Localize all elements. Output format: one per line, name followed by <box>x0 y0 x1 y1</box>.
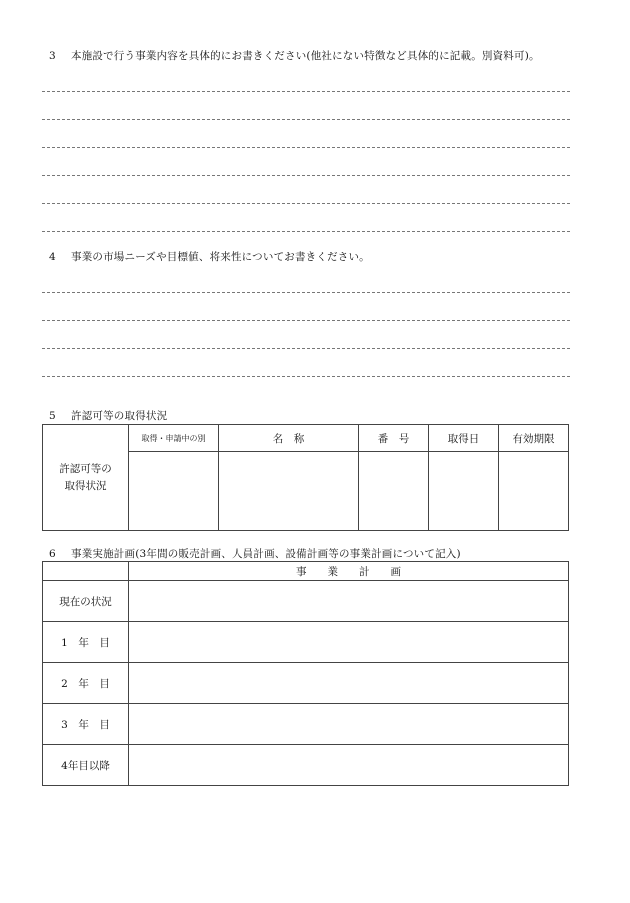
section-3-heading <box>49 48 540 63</box>
section-3-answer-line[interactable] <box>42 91 570 92</box>
permits-name-cell[interactable] <box>219 452 359 531</box>
business-plan-row-label: 3 年 目 <box>43 704 129 745</box>
business-plan-row-label: 現在の状況 <box>43 581 129 622</box>
section-3-number: 3 <box>49 50 56 62</box>
business-plan-row-label: 2 年 目 <box>43 663 129 704</box>
permits-expiry-cell[interactable] <box>499 452 569 531</box>
permits-header-name: 名 称 <box>219 425 359 452</box>
section-5-heading <box>49 408 167 423</box>
business-plan-row-label: 1 年 目 <box>43 622 129 663</box>
permits-header-number: 番 号 <box>359 425 429 452</box>
business-plan-header: 事 業 計 画 <box>129 562 569 581</box>
section-5-number: 5 <box>49 410 56 422</box>
business-plan-entry-year-4-plus[interactable] <box>129 745 569 786</box>
business-plan-entry-year-1[interactable] <box>129 622 569 663</box>
business-plan-entry-year-2[interactable] <box>129 663 569 704</box>
section-6-text: 事業実施計画(3年間の販売計画、人員計画、設備計画等の事業計画について記入) <box>71 548 461 560</box>
section-3-answer-line[interactable] <box>42 203 570 204</box>
section-3-answer-line[interactable] <box>42 175 570 176</box>
permits-header-expiry: 有効期限 <box>499 425 569 452</box>
section-3-answer-line[interactable] <box>42 119 570 120</box>
section-4-answer-line[interactable] <box>42 348 570 349</box>
permits-row-label: 許認可等の 取得状況 <box>43 425 129 531</box>
permits-header-acquired-date: 取得日 <box>429 425 499 452</box>
permits-header-status: 取得・申請中の別 <box>129 425 219 452</box>
section-6-heading <box>49 546 461 561</box>
section-4-text: 事業の市場ニーズや目標値、将来性についてお書きください。 <box>71 251 370 263</box>
section-4-number: 4 <box>49 251 56 263</box>
business-plan-corner-cell <box>43 562 129 581</box>
section-4-answer-line[interactable] <box>42 292 570 293</box>
section-5-text: 許認可等の取得状況 <box>71 410 168 422</box>
permits-acquired-date-cell[interactable] <box>429 452 499 531</box>
section-3-answer-line[interactable] <box>42 231 570 232</box>
business-plan-entry-current[interactable] <box>129 581 569 622</box>
permits-status-cell[interactable] <box>129 452 219 531</box>
section-4-answer-line[interactable] <box>42 376 570 377</box>
business-plan-entry-year-3[interactable] <box>129 704 569 745</box>
section-4-heading <box>49 249 370 264</box>
permits-number-cell[interactable] <box>359 452 429 531</box>
section-3-answer-line[interactable] <box>42 147 570 148</box>
section-6-number: 6 <box>49 548 56 560</box>
permits-table <box>42 424 569 531</box>
business-plan-table <box>42 561 569 786</box>
section-4-answer-line[interactable] <box>42 320 570 321</box>
section-3-text: 本施設で行う事業内容を具体的にお書きください(他社にない特徴など具体的に記載。別資料可)。 <box>71 50 540 62</box>
business-plan-row-label: 4年目以降 <box>43 745 129 786</box>
